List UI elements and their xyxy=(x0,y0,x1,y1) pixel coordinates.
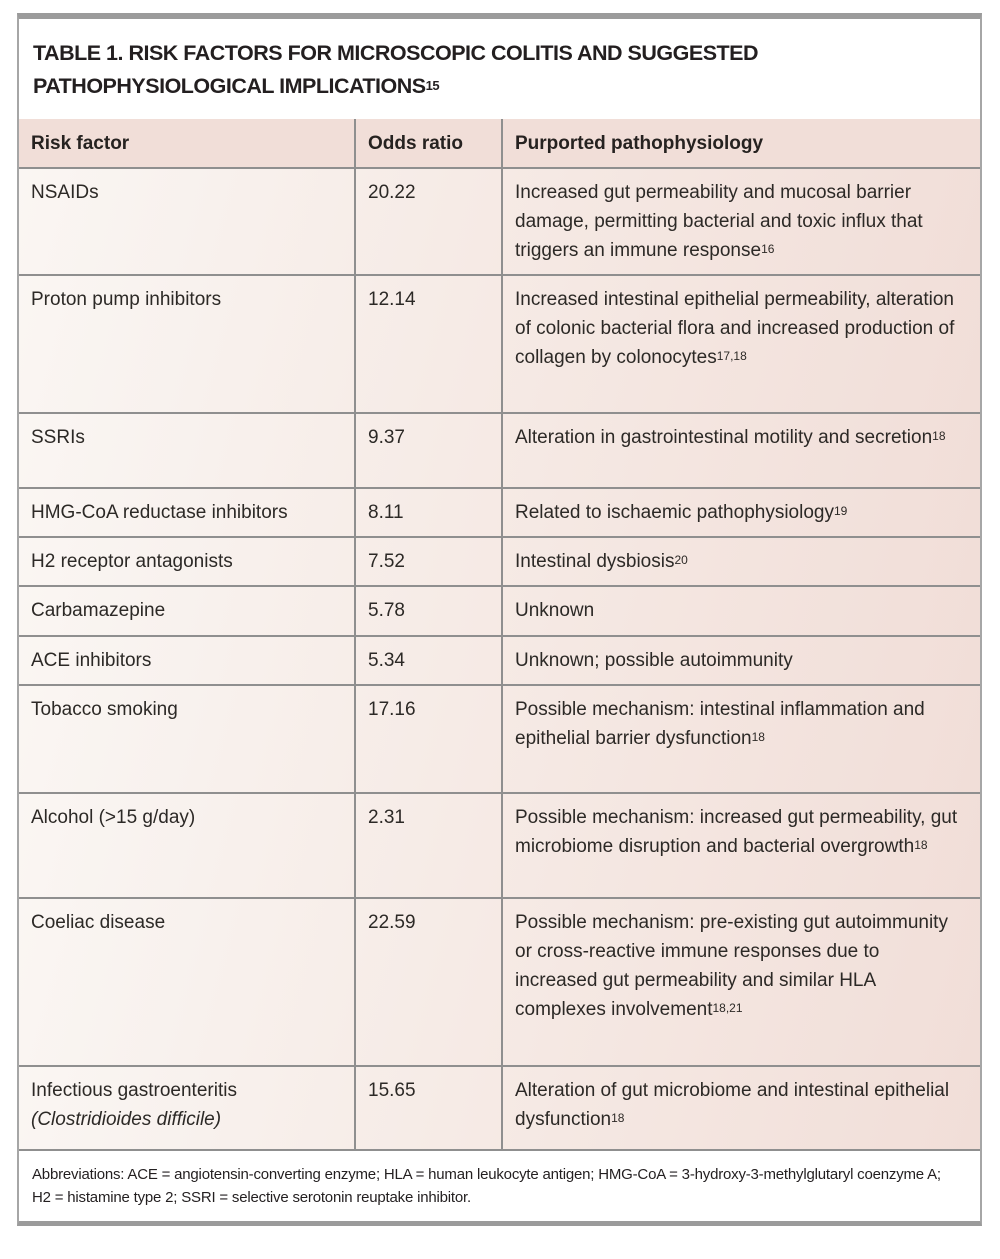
pathophysiology-cell xyxy=(502,1066,980,1149)
table-row xyxy=(19,793,980,898)
pathophysiology-cell xyxy=(502,537,980,586)
pathophysiology-cell xyxy=(502,488,980,537)
table-row xyxy=(19,413,980,488)
pathophysiology-text: Possible mechanism: increased gut permeability, gut microbiome disruption and bacterial overgrowth xyxy=(515,807,958,857)
reference-superscript: 18 xyxy=(914,838,928,852)
table-row xyxy=(19,275,980,413)
table-row xyxy=(19,636,980,685)
pathophysiology-cell xyxy=(502,793,980,898)
reference-superscript: 17,18 xyxy=(716,349,747,363)
odds-ratio-cell: 15.65 xyxy=(355,1066,502,1149)
pathophysiology-text: Possible mechanism: pre-existing gut autoimmunity or cross-reactive immune responses due to increased gut permeability and similar HLA complexes involvement xyxy=(515,912,948,1020)
header-row xyxy=(19,119,980,168)
table-title xyxy=(33,37,773,103)
risk-factor-cell: ACE inhibitors xyxy=(19,636,355,685)
pathophysiology-text: Related to ischaemic pathophysiology xyxy=(515,502,834,523)
odds-ratio-cell: 9.37 xyxy=(355,413,502,488)
odds-ratio-cell: 20.22 xyxy=(355,168,502,275)
risk-factor-cell: Tobacco smoking xyxy=(19,685,355,793)
odds-ratio-cell: 5.34 xyxy=(355,636,502,685)
pathophysiology-text: Increased gut permeability and mucosal barrier damage, permitting bacterial and toxic influx that triggers an immune response xyxy=(515,182,923,261)
pathophysiology-cell xyxy=(502,168,980,275)
table-row xyxy=(19,1066,980,1149)
reference-superscript: 18,21 xyxy=(712,1001,743,1015)
pathophysiology-text: Alteration of gut microbiome and intestinal epithelial dysfunction xyxy=(515,1080,950,1130)
table-row xyxy=(19,488,980,537)
pathophysiology-cell xyxy=(502,898,980,1066)
pathophysiology-cell xyxy=(502,413,980,488)
table-panel xyxy=(17,13,982,1226)
pathophysiology-cell xyxy=(502,685,980,793)
pathophysiology-cell xyxy=(502,275,980,413)
pathophysiology-cell xyxy=(502,636,980,685)
reference-superscript: 20 xyxy=(674,553,688,567)
reference-superscript: 18 xyxy=(932,429,946,443)
pathophysiology-cell xyxy=(502,586,980,636)
risk-factor-cell: Proton pump inhibitors xyxy=(19,275,355,413)
title-block xyxy=(19,19,980,119)
abbreviations-footnote xyxy=(19,1149,980,1221)
risk-factor-cell: Carbamazepine xyxy=(19,586,355,636)
risk-factor-text: Infectious gastroenteritis xyxy=(31,1080,237,1101)
reference-superscript: 16 xyxy=(761,242,775,256)
table-row xyxy=(19,685,980,793)
pathophysiology-text: Intestinal dysbiosis xyxy=(515,551,675,572)
reference-superscript: 18 xyxy=(751,730,765,744)
table-title-text: TABLE 1. RISK FACTORS FOR MICROSCOPIC COLITIS AND SUGGESTED PATHOPHYSIOLOGICAL IMPLICATIONS xyxy=(33,41,759,98)
column-header-risk-factor: Risk factor xyxy=(19,119,355,168)
odds-ratio-cell: 22.59 xyxy=(355,898,502,1066)
odds-ratio-cell: 12.14 xyxy=(355,275,502,413)
risk-factor-cell: NSAIDs xyxy=(19,168,355,275)
risk-factor-cell: HMG-CoA reductase inhibitors xyxy=(19,488,355,537)
pathophysiology-text: Unknown xyxy=(515,600,595,621)
pathophysiology-text: Unknown; possible autoimmunity xyxy=(515,650,793,671)
reference-superscript: 19 xyxy=(833,504,848,518)
table-row xyxy=(19,898,980,1066)
odds-ratio-cell: 7.52 xyxy=(355,537,502,586)
risk-factor-cell: Alcohol (>15 g/day) xyxy=(19,793,355,898)
risk-factor-cell xyxy=(19,1066,355,1149)
species-name-italic: (Clostridioides difficile) xyxy=(31,1109,222,1130)
pathophysiology-text: Alteration in gastrointestinal motility and secretion xyxy=(515,427,933,448)
risk-factor-cell: Coeliac disease xyxy=(19,898,355,1066)
column-header-pathophysiology: Purported pathophysiology xyxy=(502,119,980,168)
odds-ratio-cell: 8.11 xyxy=(355,488,502,537)
risk-factor-cell: SSRIs xyxy=(19,413,355,488)
pathophysiology-text: Increased intestinal epithelial permeability, alteration of colonic bacterial flora and increased production of collagen by colonocytes xyxy=(515,289,955,368)
column-header-odds-ratio: Odds ratio xyxy=(355,119,502,168)
table-row xyxy=(19,537,980,586)
pathophysiology-text: Possible mechanism: intestinal inflammation and epithelial barrier dysfunction xyxy=(515,699,925,749)
abbreviations-text: Abbreviations: ACE = angiotensin-converting enzyme; HLA = human leukocyte antigen; HMG-CoA = 3-hydroxy-3-methylglutaryl coenzyme A; H2 = histamine type 2; SSRI = selective serotonin reuptake inhibitor. xyxy=(32,1166,941,1206)
risk-factor-cell: H2 receptor antagonists xyxy=(19,537,355,586)
reference-superscript: 18 xyxy=(611,1111,625,1125)
odds-ratio-cell: 2.31 xyxy=(355,793,502,898)
odds-ratio-cell: 17.16 xyxy=(355,685,502,793)
odds-ratio-cell: 5.78 xyxy=(355,586,502,636)
table-row xyxy=(19,168,980,275)
table-row xyxy=(19,586,980,636)
title-reference-superscript: 15 xyxy=(425,78,440,93)
risk-factors-table xyxy=(19,119,980,1149)
